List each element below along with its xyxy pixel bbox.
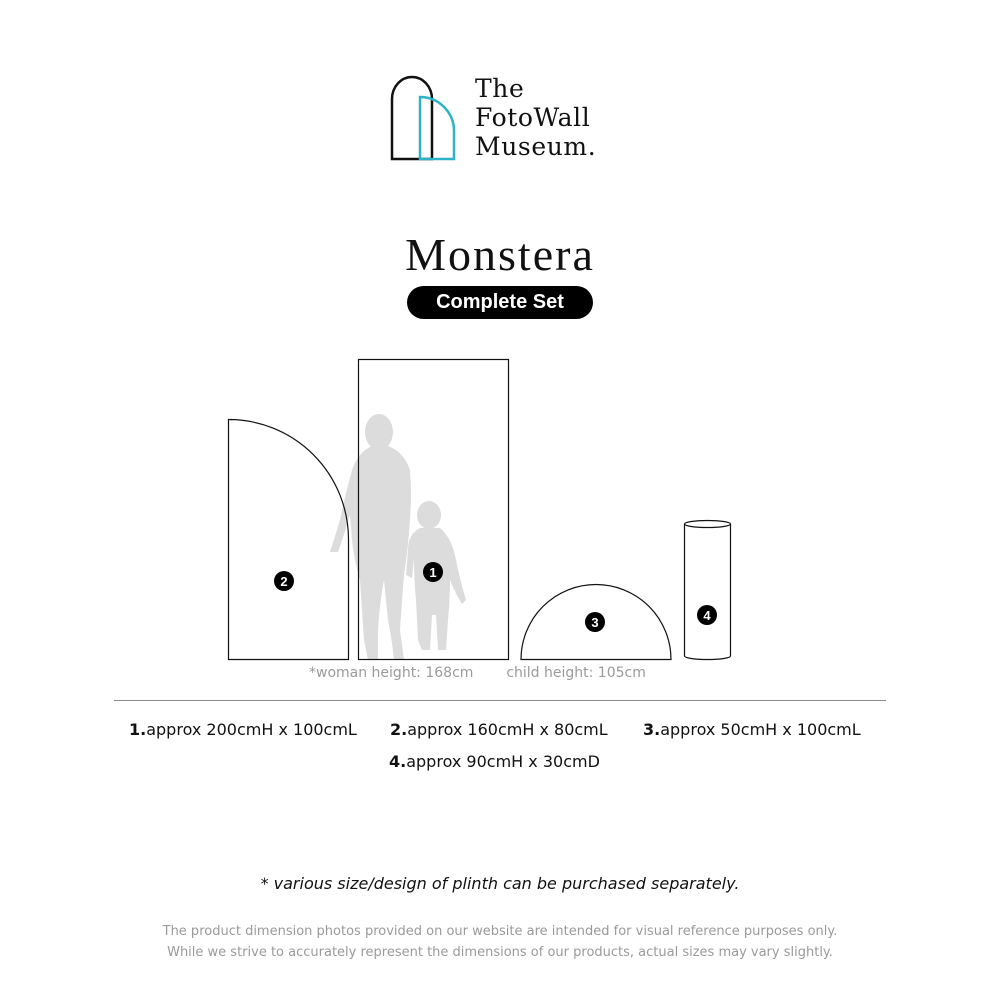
- disclaimer-line: The product dimension photos provided on our website are intended for visual reference purposes only.: [162, 924, 838, 939]
- complete-set-badge: Complete Set: [407, 286, 593, 319]
- dimension-text: approx 200cmH x 100cmL: [146, 720, 357, 739]
- piece-2-marker: [274, 571, 294, 591]
- dimension-text: approx 90cmH x 30cmD: [406, 752, 600, 771]
- divider: [114, 700, 886, 701]
- size-diagram: [0, 340, 1000, 700]
- dimension-item-1: [129, 720, 357, 739]
- dimension-item-4: [389, 752, 600, 771]
- child-height-label: child height: 105cm: [506, 665, 646, 681]
- piece-2-outline: [229, 420, 349, 660]
- dimension-item-3: [643, 720, 861, 739]
- piece-4-marker: [697, 605, 717, 625]
- dimension-text: approx 50cmH x 100cmL: [660, 720, 861, 739]
- woman-silhouette: [330, 414, 411, 660]
- dimension-number: 2.: [390, 720, 408, 739]
- dimension-number: 3.: [643, 720, 661, 739]
- piece-3-number: 3: [591, 615, 599, 630]
- logo-wordmark: [475, 74, 596, 161]
- product-title: Monstera: [405, 229, 595, 280]
- dimension-number: 1.: [129, 720, 147, 739]
- dimension-text: approx 160cmH x 80cmL: [407, 720, 608, 739]
- height-labels: [309, 665, 646, 681]
- piece-3-marker: [585, 612, 605, 632]
- piece-2-number: 2: [280, 574, 288, 589]
- logo-icon: [390, 73, 458, 161]
- logo-line: FotoWall: [475, 103, 591, 132]
- woman-height-label: *woman height: 168cm: [309, 665, 474, 681]
- piece-4-number: 4: [703, 608, 711, 623]
- logo-line: The: [475, 74, 525, 103]
- plinth-note: * various size/design of plinth can be purchased separately.: [260, 874, 740, 893]
- disclaimer-line: While we strive to accurately represent the dimensions of our products, actual sizes may vary slightly.: [167, 945, 833, 960]
- piece-1-marker: [423, 562, 443, 582]
- logo-line: Museum.: [475, 132, 597, 161]
- dimension-item-2: [390, 720, 608, 739]
- piece-1-number: 1: [429, 565, 437, 580]
- dimension-number: 4.: [389, 752, 407, 771]
- piece-4-outline: [685, 521, 731, 660]
